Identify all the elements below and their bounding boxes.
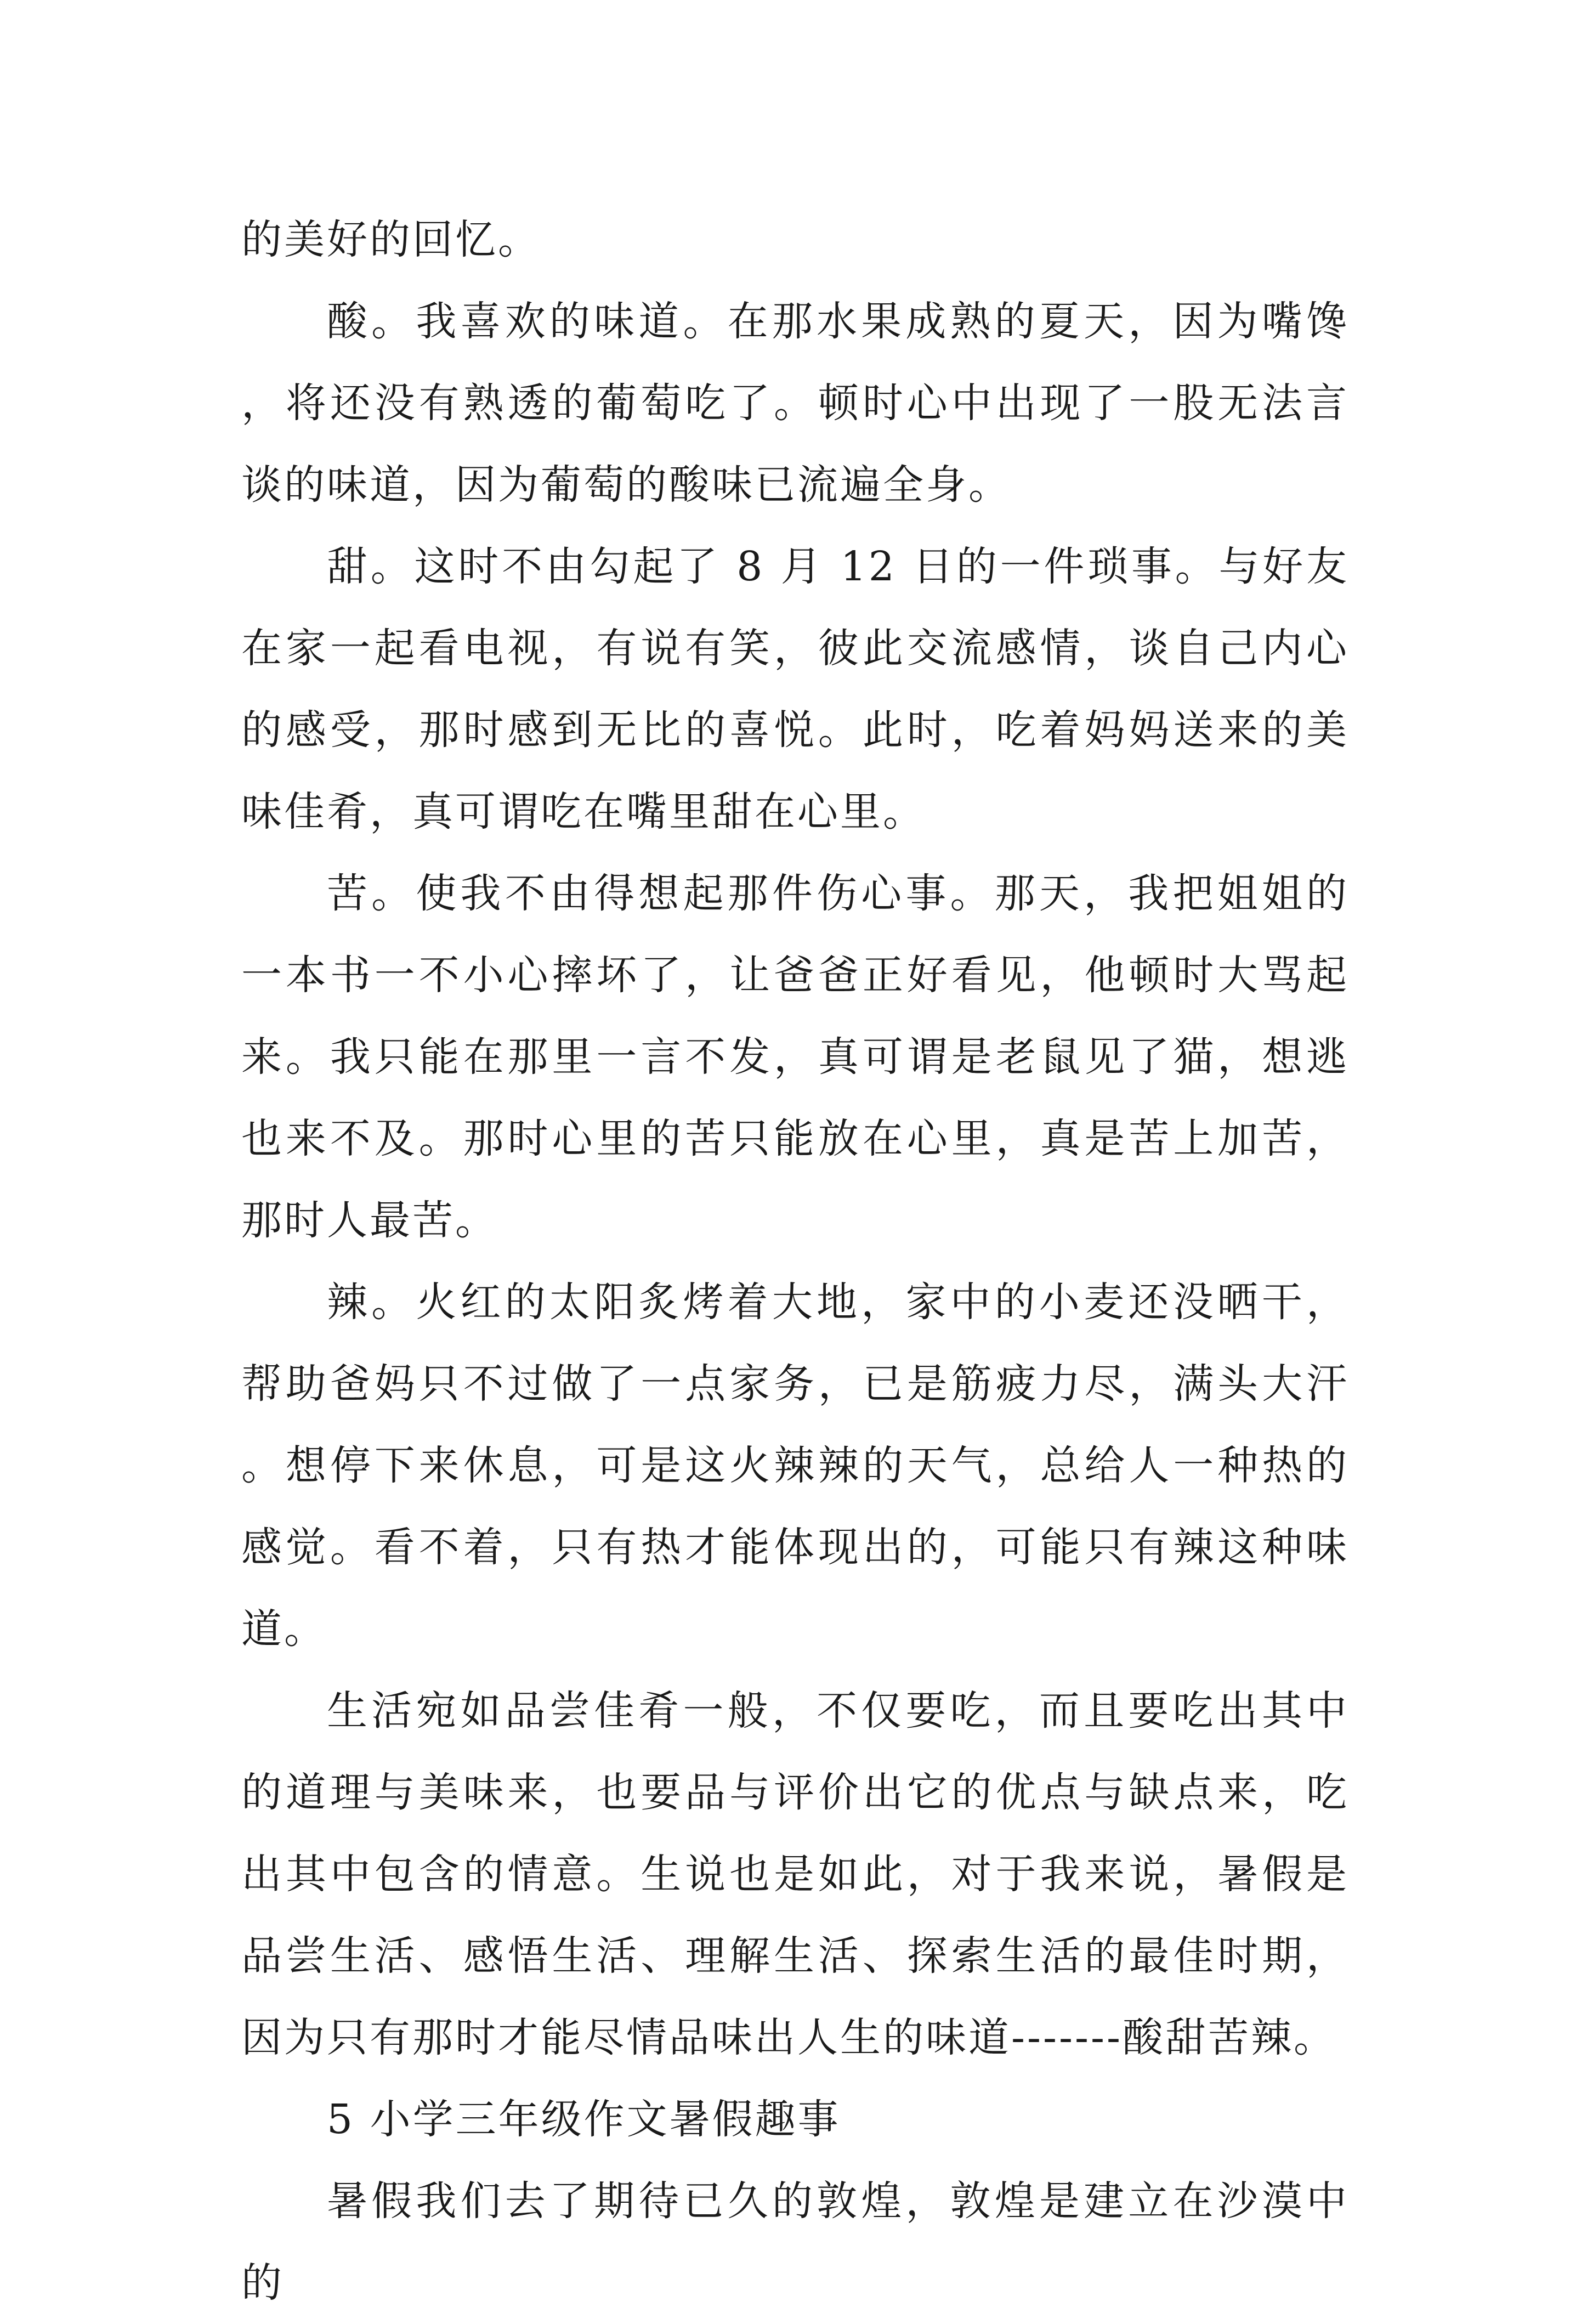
- paragraph-summary: 生活宛如品尝佳肴一般，不仅要吃，而且要吃出其中的道理与美味来，也要品与评价出它的优点与缺点来，吃出其中包含的情意。生说也是如此，对于我来说，暑假是品尝生活、感悟生活、理解生活、探索生活的最佳时期，因为只有那时才能尽情品味出人生的味道-------酸甜苦辣。: [241, 1687, 1349, 2061]
- section-heading: 5 小学三年级作文暑假趣事: [327, 2096, 841, 2143]
- paragraph-sour: 酸。我喜欢的味道。在那水果成熟的夏天，因为嘴馋，将还没有熟透的葡萄吃了。顿时心中出现了一股无法言谈的味道，因为葡萄的酸味已流遍全身。: [241, 298, 1349, 508]
- paragraph-spicy: 辣。火红的太阳炙烤着大地，家中的小麦还没晒干，帮助爸妈只不过做了一点家务，已是筋疲力尽，满头大汗。想停下来休息，可是这火辣辣的天气，总给人一种热的感觉。看不着，只有热才能体现出的，可能只有辣这种味道。: [241, 1279, 1349, 1653]
- paragraph-bitter: 苦。使我不由得想起那件伤心事。那天，我把姐姐的一本书一不小心摔坏了，让爸爸正好看见，他顿时大骂起来。我只能在那里一言不发，真可谓是老鼠见了猫，想逃也来不及。那时心里的苦只能放在心里，真是苦上加苦，那时人最苦。: [241, 870, 1349, 1244]
- paragraph-dunhuang: 暑假我们去了期待已久的敦煌，敦煌是建立在沙漠中的: [241, 2178, 1349, 2306]
- paragraph-sweet: 甜。这时不由勾起了 8 月 12 日的一件琐事。与好友在家一起看电视，有说有笑，彼此交流感情，谈自己内心的感受，那时感到无比的喜悦。此时，吃着妈妈送来的美味佳肴，真可谓吃在嘴里甜在心里。: [241, 543, 1349, 835]
- paragraph-continuation: 的美好的回忆。: [241, 216, 541, 263]
- document-body: [241, 199, 1349, 2324]
